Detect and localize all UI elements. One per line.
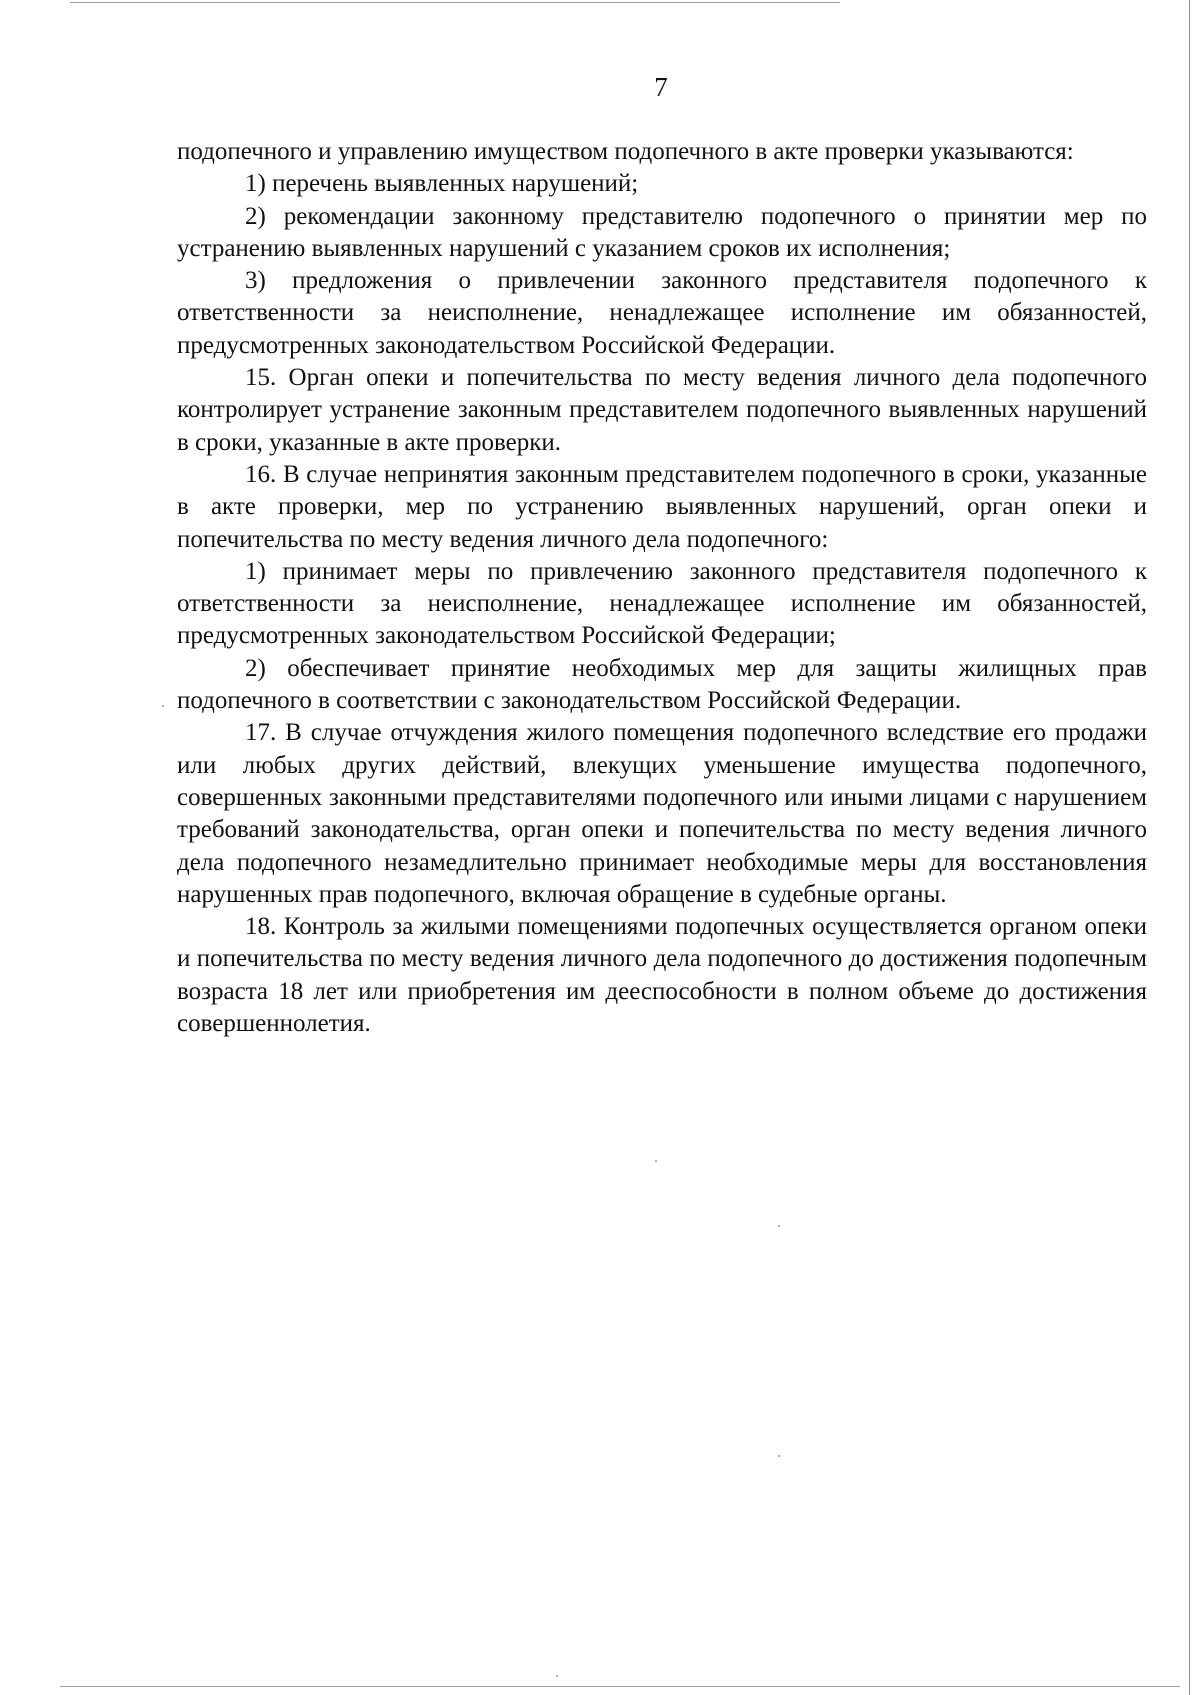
clause-18: 18. Контроль за жилыми помещениями подопечных осуществляется органом опеки и попечительства по месту ведения личного дела подопечного до достижения подопечным возраста 18 лет или приобретения им дееспособности в полном объеме до достижения совершеннолетия. xyxy=(177,913,1147,1038)
scan-edge-bottom xyxy=(60,1686,1180,1687)
list-item-1: 1) перечень выявленных нарушений; xyxy=(245,170,639,198)
clause-16-item-2: 2) обеспечивает принятие необходимых мер для защиты жилищных прав подопечного в соответствии с законодательством Российской Федерации. xyxy=(177,654,1147,715)
page-number: 7 xyxy=(654,72,668,102)
scan-edge-top xyxy=(70,2,840,3)
list-item-3: 3) предложения о привлечении законного представителя подопечного к ответственности за неисполнение, ненадлежащее исполнение им обязанностей, предусмотренных законодательством Российской Федерации. xyxy=(177,267,1147,359)
scan-speck xyxy=(655,1160,657,1162)
clause-16-item-1: 1) принимает меры по привлечению законного представителя подопечного к ответственности за неисполнение, ненадлежащее исполнение им обязанностей, предусмотренных законодательством Российской Федерации; xyxy=(177,557,1147,650)
list-item-2: 2) рекомендации законному представителю подопечного о принятии мер по устранению выявленных нарушений с указанием сроков их исполнения; xyxy=(177,202,1147,262)
scan-speck xyxy=(778,1455,780,1457)
scan-speck xyxy=(162,705,164,707)
document-body xyxy=(177,136,1147,1040)
scan-speck xyxy=(778,1225,780,1227)
clause-17: 17. В случае отчуждения жилого помещения подопечного вследствие его продажи или любых других действий, влекущих уменьшение имущества подопечного, совершенных законными представителями подопечного или иными лицами с нарушением требований законодательства, орган опеки и попечительства по месту ведения личного дела подопечного незамедлительно принимает необходимые меры для восстановления нарушенных прав подопечного, включая обращение в судебные органы. xyxy=(177,719,1147,908)
clause-15: 15. Орган опеки и попечительства по месту ведения личного дела подопечного контролирует устранение законным представителем подопечного выявленных нарушений в сроки, указанные в акте проверки. xyxy=(177,364,1147,456)
clause-16: 16. В случае непринятия законным представителем подопечного в сроки, указанные в акте проверки, мер по устранению выявленных нарушений, орган опеки и попечительства по месту ведения личного дела подопечного: xyxy=(177,460,1147,553)
paragraph-continuation: подопечного и управлению имуществом подопечного в акте проверки указываются: xyxy=(177,138,1074,165)
scan-speck xyxy=(556,1675,558,1677)
scan-edge-right xyxy=(1189,0,1190,1695)
